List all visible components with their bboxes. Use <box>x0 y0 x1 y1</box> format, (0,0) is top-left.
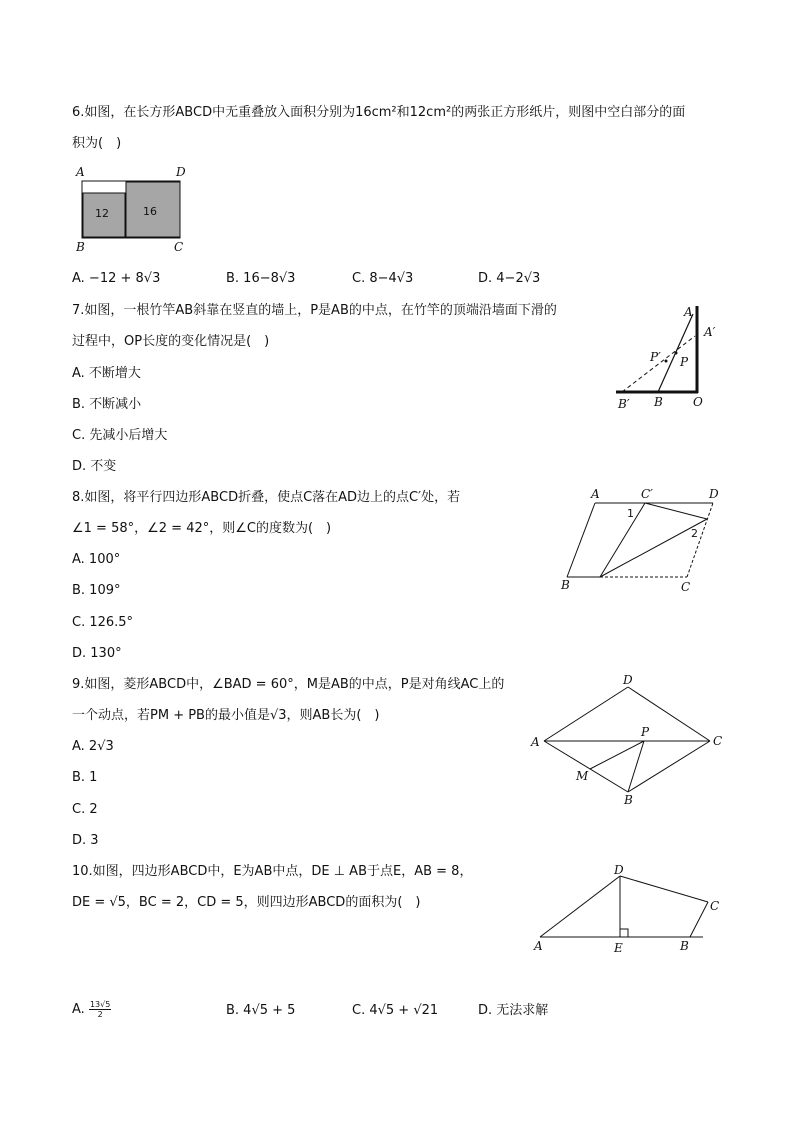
q7-stem-line2: 过程中，OP长度的变化情况是( ) <box>72 334 270 349</box>
q7-label-A: A <box>684 305 693 319</box>
q10-stem-line2: DE = √5，BC = 2，CD = 5，则四边形ABCD的面积为( ) <box>72 895 421 910</box>
q7-option-a[interactable]: A. 不断增大 <box>72 366 141 381</box>
q9-label-D: D <box>623 673 633 687</box>
q8-option-a[interactable]: A. 100° <box>72 552 121 567</box>
q9-label-M: M <box>576 769 589 783</box>
q6-option-b[interactable]: B. 16−8√3 <box>226 271 296 286</box>
q10-side-AD <box>540 876 620 937</box>
q10-option-a-denominator: 2 <box>97 1010 103 1019</box>
q8-option-c[interactable]: C. 126.5° <box>72 615 134 630</box>
q10-option-a-numerator: 13√5 <box>89 1000 111 1009</box>
q8-label-A: A <box>591 487 600 501</box>
q6-option-c[interactable]: C. 8−4√3 <box>352 271 414 286</box>
q10-stem-line1: 10.如图，四边形ABCD中，E为AB中点，DE ⊥ AB于点E，AB = 8， <box>72 864 473 879</box>
q9-option-a[interactable]: A. 2√3 <box>72 739 114 754</box>
q8-side-AB <box>567 503 595 577</box>
q8-option-b[interactable]: B. 109° <box>72 583 121 598</box>
q9-label-C: C <box>713 734 723 748</box>
q8-label-B: B <box>561 578 570 592</box>
q10-right-angle-mark <box>620 929 628 937</box>
q10-option-b[interactable]: B. 4√5 + 5 <box>226 1003 296 1018</box>
q9-figure <box>528 672 728 812</box>
q6-option-d[interactable]: D. 4−2√3 <box>478 271 541 286</box>
q8-option-d[interactable]: D. 130° <box>72 646 122 661</box>
q9-side-AD <box>544 687 628 741</box>
q10-figure <box>528 862 728 962</box>
q10-side-DC <box>620 876 708 902</box>
q9-label-P: P <box>641 725 650 739</box>
q9-option-d[interactable]: D. 3 <box>72 833 99 848</box>
q9-stem-line2: 一个动点，若PM + PB的最小值是√3，则AB长为( ) <box>72 708 380 723</box>
q9-label-A: A <box>531 735 540 749</box>
q6-label-B: B <box>76 240 85 254</box>
q6-label-A: A <box>76 165 85 179</box>
q10-option-a-fraction <box>89 1000 111 1019</box>
q10-label-A: A <box>534 939 543 953</box>
q7-point-P2 <box>665 360 668 363</box>
q9-side-BA <box>544 741 628 792</box>
q9-option-b[interactable]: B. 1 <box>72 770 98 785</box>
q8-label-angle2: 2 <box>691 527 698 540</box>
q6-option-a[interactable]: A. −12 + 8√3 <box>72 271 161 286</box>
q7-label-B: B <box>654 395 663 409</box>
q8-side-CD-dashed <box>687 503 713 577</box>
q7-label-O: O <box>693 395 703 409</box>
q9-option-c[interactable]: C. 2 <box>72 802 98 817</box>
q7-label-A2: A′ <box>704 325 716 339</box>
q10-option-c[interactable]: C. 4√5 + √21 <box>352 1003 439 1018</box>
q6-label-D: D <box>176 165 186 179</box>
q6-figure <box>72 165 202 255</box>
q8-label-angle1: 1 <box>627 507 634 520</box>
q8-stem-line1: 8.如图，将平行四边形ABCD折叠，使点C落在AD边上的点C′处，若 <box>72 490 461 505</box>
q7-figure <box>610 300 730 415</box>
q7-option-b[interactable]: B. 不断减小 <box>72 397 142 412</box>
q8-figure <box>555 485 730 595</box>
q10-option-a[interactable] <box>72 1000 111 1019</box>
q7-option-c[interactable]: C. 先减小后增大 <box>72 428 168 443</box>
q7-stem-line1: 7.如图，一根竹竿AB斜靠在竖直的墙上，P是AB的中点，在竹竿的顶端沿墙面下滑的 <box>72 303 557 318</box>
q6-label-16: 16 <box>143 205 157 218</box>
q10-side-CB <box>690 902 708 937</box>
q6-label-C: C <box>174 240 184 254</box>
q9-label-B: B <box>624 793 633 807</box>
q8-label-C: C <box>681 580 691 594</box>
q6-stem-line1: 6.如图，在长方形ABCD中无重叠放入面积分别为16cm²和12cm²的两张正方形纸片，则图中空白部分的面 <box>72 105 686 120</box>
q7-label-B2: B′ <box>618 397 630 411</box>
q8-label-D: D <box>709 487 719 501</box>
q10-option-a-prefix: A. <box>72 1002 85 1017</box>
q10-label-D: D <box>614 863 624 877</box>
q8-stem-line2: ∠1 = 58°，∠2 = 42°，则∠C的度数为( ) <box>72 521 332 536</box>
q6-stem-line2: 积为( ) <box>72 136 122 151</box>
q9-segment-PB <box>628 741 644 792</box>
q7-point-P <box>675 352 678 355</box>
q9-side-CB <box>628 741 710 792</box>
q10-label-C: C <box>710 899 720 913</box>
q7-option-d[interactable]: D. 不变 <box>72 459 117 474</box>
q10-option-d[interactable]: D. 无法求解 <box>478 1003 549 1018</box>
q9-stem-line1: 9.如图，菱形ABCD中，∠BAD = 60°，M是AB的中点，P是对角线AC上的 <box>72 677 505 692</box>
q6-label-12: 12 <box>95 207 109 220</box>
q9-segment-MP <box>590 741 644 769</box>
q7-label-P2: P′ <box>650 350 661 364</box>
q10-label-E: E <box>614 941 623 955</box>
q7-label-P: P <box>680 355 689 369</box>
q8-label-C2: C′ <box>641 487 653 501</box>
q8-fold-C2D <box>645 503 707 519</box>
q8-fold-BC2 <box>600 503 645 577</box>
q10-label-B: B <box>680 939 689 953</box>
